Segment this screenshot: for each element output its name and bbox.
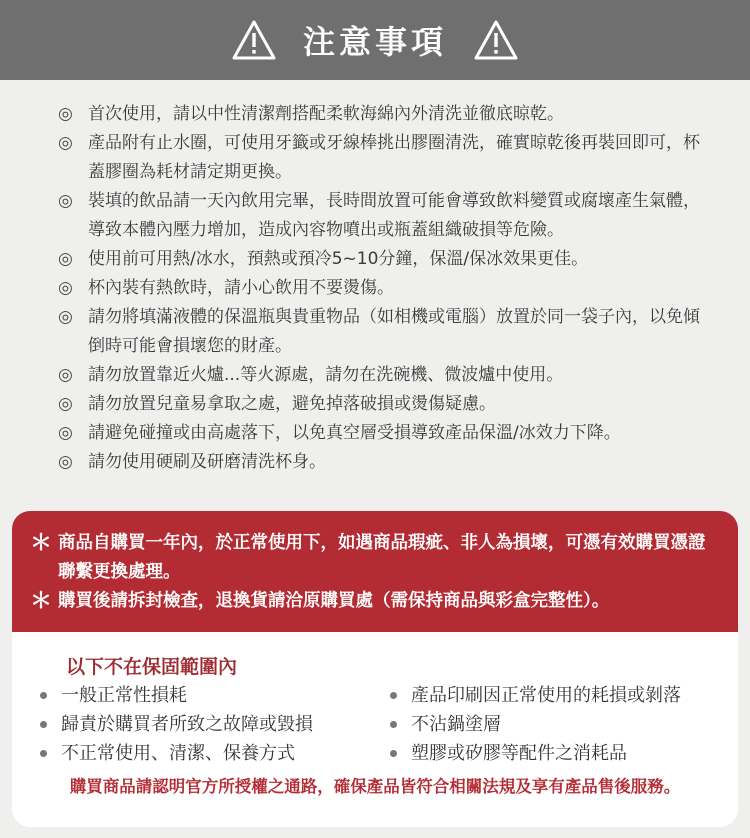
dot-icon — [40, 750, 47, 757]
bullet-icon: ◎ — [58, 365, 73, 385]
warranty-line: ＊ 商品自購買一年內，於正常使用下，如遇商品瑕疵、非人為損壞，可憑有效購買憑證聯繫更換處理。 — [30, 529, 720, 587]
list-item: ◎ 裝填的飲品請一天內飲用完畢，長時間放置可能會導致飲料變質或腐壞產生氣體，導致本體內壓力增加，造成內容物噴出或瓶蓋組織破損等危險。 — [58, 187, 708, 245]
list-item: ◎ 請避免碰撞或由高處落下，以免真空層受損導致產品保溫/冰效力下降。 — [58, 419, 708, 448]
list-item: ◎ 請勿放置兒童易拿取之處，避免掉落破損或燙傷疑慮。 — [58, 390, 708, 419]
list-item: 塑膠或矽膠等配件之消耗品 — [390, 739, 681, 768]
list-item: ◎ 請勿使用硬刷及研磨清洗杯身。 — [58, 448, 708, 477]
bullet-icon: ◎ — [58, 452, 73, 472]
bullet-icon: ◎ — [58, 191, 73, 211]
authorized-channel-note: 購買商品請認明官方所授權之通路，確保產品皆符合相關法規及享有產品售後服務。 — [69, 777, 681, 796]
header-banner — [0, 0, 750, 80]
warranty-banner — [12, 511, 738, 632]
notes-list — [58, 100, 708, 477]
dot-icon — [390, 692, 397, 699]
list-item: ◎ 首次使用，請以中性清潔劑搭配柔軟海綿內外清洗並徹底晾乾。 — [58, 100, 708, 129]
warranty-card — [12, 511, 738, 827]
exclusions-right-list — [390, 681, 681, 768]
warranty-line: ＊ 購買後請拆封檢查，退換貨請洽原購買處（需保持商品與彩盒完整性）。 — [30, 589, 610, 614]
page-title: 注意事項 — [302, 23, 447, 61]
list-item: ◎ 杯內裝有熱飲時，請小心飲用不要燙傷。 — [58, 274, 708, 303]
bullet-icon: ◎ — [58, 394, 73, 414]
list-item: ◎ 請勿放置靠近火爐...等火源處，請勿在洗碗機、微波爐中使用。 — [58, 361, 708, 390]
bullet-icon: ◎ — [58, 423, 73, 443]
list-item: ◎ 使用前可用熱/冰水，預熱或預冷5~10分鐘，保溫/保冰效果更佳。 — [58, 245, 708, 274]
dot-icon — [40, 721, 47, 728]
bullet-icon: ◎ — [58, 307, 73, 327]
list-item: ◎ 請勿將填滿液體的保溫瓶與貴重物品（如相機或電腦）放置於同一袋子內，以免傾倒時可能會損壞您的財產。 — [58, 303, 708, 361]
bullet-icon: ◎ — [58, 104, 73, 124]
list-item: 歸責於購買者所致之故障或毀損 — [40, 710, 313, 739]
list-item: ◎ 產品附有止水圈，可使用牙籤或牙線棒挑出膠圈清洗，確實晾乾後再裝回即可，杯蓋膠圈為耗材請定期更換。 — [58, 129, 708, 187]
warning-icon — [473, 19, 519, 61]
asterisk-icon: ＊ — [30, 589, 53, 614]
list-item: 一般正常性損耗 — [40, 681, 313, 710]
dot-icon — [390, 721, 397, 728]
list-item: 不沾鍋塗層 — [390, 710, 681, 739]
warning-icon — [231, 19, 277, 61]
list-item: 產品印刷因正常使用的耗損或剝落 — [390, 681, 681, 710]
exclusions-left-list — [40, 681, 313, 768]
dot-icon — [40, 692, 47, 699]
asterisk-icon: ＊ — [30, 531, 53, 556]
bullet-icon: ◎ — [58, 249, 73, 269]
dot-icon — [390, 750, 397, 757]
exclusions-title: 以下不在保固範圍內 — [66, 656, 238, 678]
list-item: 不正常使用、清潔、保養方式 — [40, 739, 313, 768]
bullet-icon: ◎ — [58, 278, 73, 298]
bullet-icon: ◎ — [58, 133, 73, 153]
